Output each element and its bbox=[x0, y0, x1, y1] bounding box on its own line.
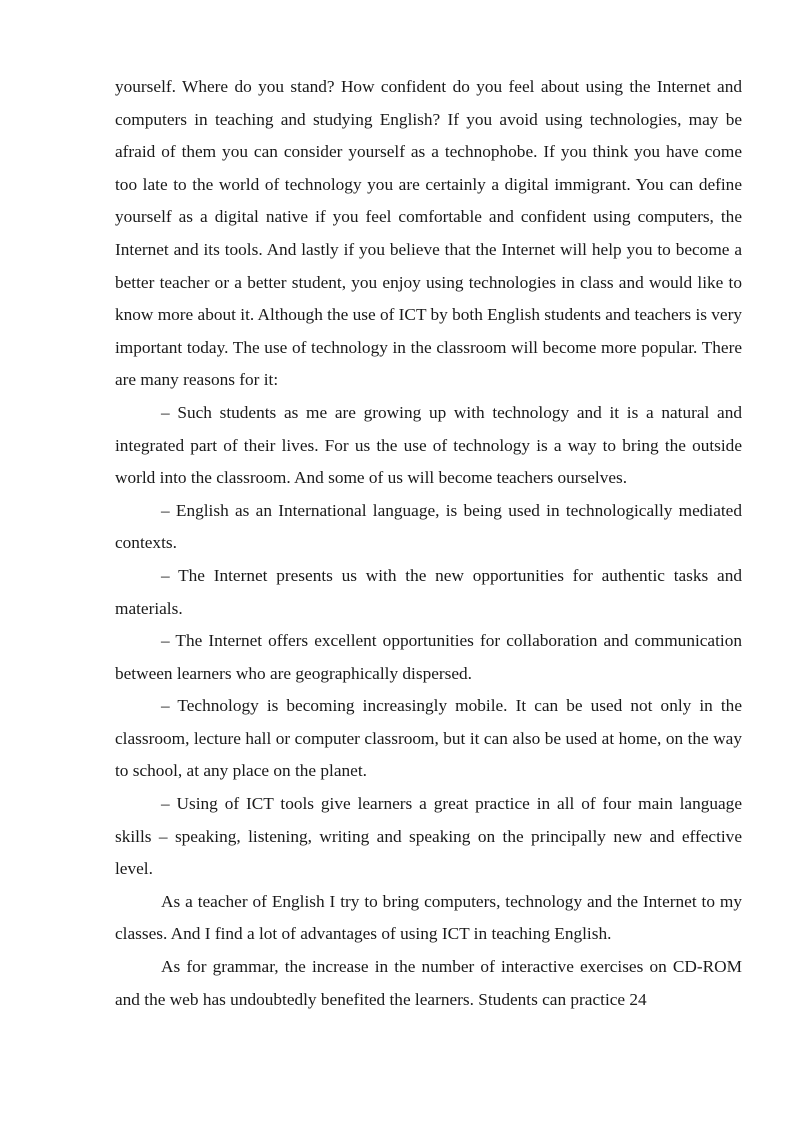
paragraph-reason-authentic-tasks: – The Internet presents us with the new opportunities for authentic tasks and materials. bbox=[115, 565, 742, 618]
paragraph-reason-international-language: – English as an International language, is being used in technologically mediated contexts. bbox=[115, 500, 742, 553]
paragraph-reason-mobile: – Technology is becoming increasingly mobile. It can be used not only in the classroom, lecture hall or computer classroom, but it can also be used at home, on the way to school, at any place on the planet. bbox=[115, 696, 742, 781]
document-page bbox=[115, 71, 742, 1016]
paragraph-intro: yourself. Where do you stand? How confident do you feel about using the Internet and computers in teaching and studying English? If you avoid using technologies, may be afraid of them you can consider yourself as a technophobe. If you think you have come too late to the world of technology you are certainly a digital immigrant. You can define yourself as a digital native if you feel comfortable and confident using computers, the Internet and its tools. And lastly if you believe that the Internet will help you to become a better teacher or a better student, you enjoy using technologies in class and would like to know more about it. Although the use of ICT by both English students and teachers is very important today. The use of technology in the classroom will become more popular. There are many reasons for it: bbox=[115, 77, 742, 390]
paragraph-reason-technology-natural: – Such students as me are growing up with technology and it is a natural and integrated part of their lives. For us the use of technology is a way to bring the outside world into the classroom. And some of us will become teachers ourselves. bbox=[115, 402, 742, 488]
paragraph-reason-language-skills: – Using of ICT tools give learners a great practice in all of four main language skills – speaking, listening, writing and speaking on the principally new and effective level. bbox=[115, 794, 742, 879]
paragraph-grammar: As for grammar, the increase in the number of interactive exercises on CD-ROM and the web has undoubtedly benefited the learners. Students can practice 24 bbox=[115, 957, 742, 1009]
paragraph-teacher-experience: As a teacher of English I try to bring computers, technology and the Internet to my classes. And I find a lot of advantages of using ICT in teaching English. bbox=[115, 891, 742, 944]
paragraph-reason-collaboration: – The Internet offers excellent opportunities for collaboration and communication between learners who are geographically dispersed. bbox=[115, 631, 742, 683]
